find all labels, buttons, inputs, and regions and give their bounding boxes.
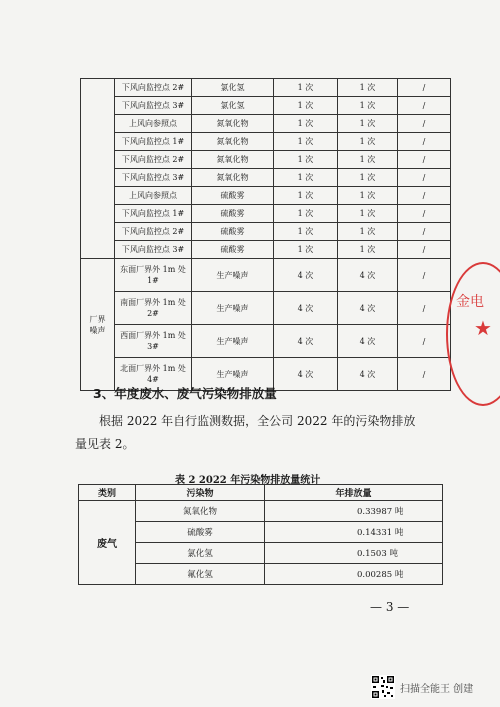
pollutant-cell: 硫酸雾 [192,205,274,223]
frequency-cell: 1 次 [274,97,338,115]
frequency-cell: 4 次 [338,358,398,391]
note-cell: / [398,358,451,391]
note-cell: / [398,133,451,151]
frequency-cell: 1 次 [274,79,338,97]
watermark-text: 扫描全能王 创建 [400,684,474,695]
note-cell: / [398,223,451,241]
emission-table [78,484,443,585]
pollutant-cell: 氮氧化物 [136,501,265,522]
point-cell: 北面厂界外 1m 处 4# [115,358,192,391]
frequency-cell: 1 次 [338,241,398,259]
frequency-cell: 1 次 [338,169,398,187]
pollutant-cell: 生产噪声 [192,292,274,325]
pollutant-cell: 氯化氢 [192,79,274,97]
note-cell: / [398,259,451,292]
pollutant-cell: 氯化氢 [136,543,265,564]
note-cell: / [398,151,451,169]
amount-cell: 0.14331 吨 [265,522,443,543]
frequency-cell: 1 次 [338,133,398,151]
pollutant-cell: 氮氧化物 [192,169,274,187]
table-row [81,241,451,259]
section-heading: 3、年度废水、废气污染物排放量 [93,386,277,401]
table-row [81,115,451,133]
note-cell: / [398,292,451,325]
category-cell [81,79,115,259]
frequency-cell: 4 次 [274,292,338,325]
company-seal [446,262,500,406]
point-cell: 下风向监控点 2# [115,151,192,169]
point-cell: 下风向监控点 3# [115,169,192,187]
page-number: — 3 — [370,600,410,614]
point-cell: 上风向参照点 [115,115,192,133]
frequency-cell: 4 次 [338,292,398,325]
frequency-cell: 1 次 [274,241,338,259]
note-cell: / [398,79,451,97]
point-cell: 上风向参照点 [115,187,192,205]
frequency-cell: 1 次 [338,223,398,241]
frequency-cell: 1 次 [338,205,398,223]
note-cell: / [398,97,451,115]
note-cell: / [398,169,451,187]
frequency-cell: 1 次 [274,151,338,169]
header-pollutant: 污染物 [136,485,265,501]
note-cell: / [398,325,451,358]
pollutant-cell: 生产噪声 [192,325,274,358]
table-row [81,169,451,187]
pollutant-cell: 硫酸雾 [192,187,274,205]
monitoring-table [80,78,451,391]
point-cell: 下风向监控点 1# [115,133,192,151]
qr-code-icon [371,675,395,699]
frequency-cell: 1 次 [274,187,338,205]
category-cell: 废气 [79,501,136,585]
table-row [81,97,451,115]
pollutant-cell: 硫酸雾 [136,522,265,543]
table-row [81,325,451,358]
amount-cell: 0.1503 吨 [265,543,443,564]
table-header-row [79,485,443,501]
amount-cell: 0.33987 吨 [265,501,443,522]
amount-cell: 0.00285 吨 [265,564,443,585]
pollutant-cell: 氮氧化物 [192,115,274,133]
point-cell: 下风向监控点 3# [115,97,192,115]
pollutant-cell: 氯化氢 [192,97,274,115]
frequency-cell: 1 次 [338,187,398,205]
body-paragraph: 根据 2022 年自行监测数据，全公司 2022 年的污染物排放量见表 2。 [75,414,416,451]
note-cell: / [398,115,451,133]
table-row [81,205,451,223]
table-row [81,187,451,205]
pollutant-cell: 氮氧化物 [192,133,274,151]
table-row [81,292,451,325]
table-row [79,501,443,522]
pollutant-cell: 氟化氢 [136,564,265,585]
frequency-cell: 1 次 [338,79,398,97]
noise-category-cell: 厂界噪声 [81,259,115,391]
frequency-cell: 1 次 [338,151,398,169]
point-cell: 西面厂界外 1m 处 3# [115,325,192,358]
point-cell: 下风向监控点 3# [115,241,192,259]
table-row [81,151,451,169]
frequency-cell: 1 次 [274,133,338,151]
table-row [81,223,451,241]
frequency-cell: 1 次 [338,115,398,133]
table-caption: 表 2 2022 年污染物排放量统计 [175,475,321,486]
frequency-cell: 1 次 [274,169,338,187]
frequency-cell: 4 次 [274,259,338,292]
seal-text: 金电 [456,294,484,310]
seal-star-icon: ★ [474,316,492,340]
frequency-cell: 4 次 [338,259,398,292]
frequency-cell: 1 次 [274,223,338,241]
note-cell: / [398,241,451,259]
point-cell: 东面厂界外 1m 处 1# [115,259,192,292]
header-amount: 年排放量 [265,485,443,501]
header-category: 类别 [79,485,136,501]
point-cell: 下风向监控点 1# [115,205,192,223]
point-cell: 下风向监控点 2# [115,223,192,241]
frequency-cell: 1 次 [274,115,338,133]
pollutant-cell: 生产噪声 [192,259,274,292]
point-cell: 下风向监控点 2# [115,79,192,97]
table-row [81,79,451,97]
frequency-cell: 4 次 [338,325,398,358]
note-cell: / [398,187,451,205]
frequency-cell: 4 次 [274,325,338,358]
pollutant-cell: 硫酸雾 [192,223,274,241]
table-row [81,133,451,151]
pollutant-cell: 生产噪声 [192,358,274,391]
point-cell: 南面厂界外 1m 处 2# [115,292,192,325]
frequency-cell: 4 次 [274,358,338,391]
frequency-cell: 1 次 [274,205,338,223]
frequency-cell: 1 次 [338,97,398,115]
table-row [81,259,451,292]
note-cell: / [398,205,451,223]
pollutant-cell: 硫酸雾 [192,241,274,259]
pollutant-cell: 氮氧化物 [192,151,274,169]
